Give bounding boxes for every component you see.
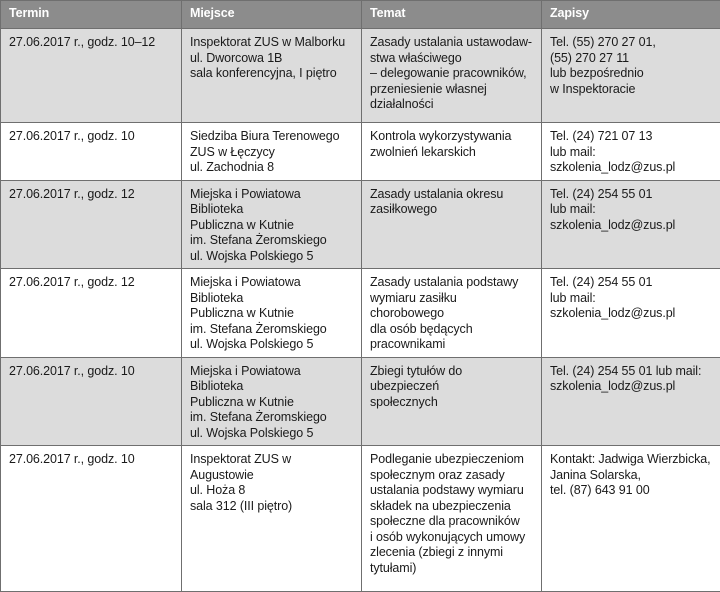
cell-temat: Zasady ustalania okresu zasiłkowego [362,180,542,269]
header-temat: Temat [362,1,542,29]
cell-temat: Zbiegi tytułów do ubezpieczeń społecznych [362,357,542,446]
cell-zapisy: Tel. (24) 254 55 01 lub mail: szkolenia_lodz@zus.pl [542,269,720,358]
cell-miejsce: Miejska i Powiatowa Biblioteka Publiczna w Kutnie im. Stefana Żeromskiego ul. Wojska Polskiego 5 [182,180,362,269]
cell-temat: Podleganie ubezpieczeniom społecznym oraz zasady ustalania podstawy wymiaru składek na ubezpieczenia społeczne dla pracowników i osób wykonujących umowy zlecenia (zbiegi z innymi tytułami) [362,446,542,592]
cell-zapisy: Tel. (24) 254 55 01 lub mail: szkolenia_lodz@zus.pl [542,357,720,446]
table-row [1,180,720,269]
cell-temat: Kontrola wykorzystywania zwolnień lekarskich [362,123,542,181]
header-zapisy: Zapisy [542,1,720,29]
header-row [1,1,720,29]
table-row [1,123,720,181]
cell-termin: 27.06.2017 r., godz. 10–12 [1,29,182,123]
cell-zapisy: Tel. (24) 721 07 13 lub mail: szkolenia_lodz@zus.pl [542,123,720,181]
table-row [1,29,720,123]
header-termin: Termin [1,1,182,29]
table-row [1,446,720,592]
cell-termin: 27.06.2017 r., godz. 12 [1,180,182,269]
cell-termin: 27.06.2017 r., godz. 12 [1,269,182,358]
cell-miejsce: Inspektorat ZUS w Augustowie ul. Hoża 8 sala 312 (III piętro) [182,446,362,592]
cell-termin: 27.06.2017 r., godz. 10 [1,123,182,181]
cell-termin: 27.06.2017 r., godz. 10 [1,446,182,592]
table-row [1,357,720,446]
cell-temat: Zasady ustalania podstawy wymiaru zasiłku chorobowego dla osób będących pracownikami [362,269,542,358]
table-body [1,29,720,592]
cell-miejsce: Inspektorat ZUS w Malborku ul. Dworcowa 1B sala konferencyjna, I piętro [182,29,362,123]
cell-zapisy: Tel. (24) 254 55 01 lub mail: szkolenia_lodz@zus.pl [542,180,720,269]
cell-termin: 27.06.2017 r., godz. 10 [1,357,182,446]
cell-miejsce: Siedziba Biura Terenowego ZUS w Łęczycy ul. Zachodnia 8 [182,123,362,181]
table-header [1,1,720,29]
cell-miejsce: Miejska i Powiatowa Biblioteka Publiczna w Kutnie im. Stefana Żeromskiego ul. Wojska Polskiego 5 [182,357,362,446]
cell-zapisy: Tel. (55) 270 27 01, (55) 270 27 11 lub bezpośrednio w Inspektoracie [542,29,720,123]
cell-temat: Zasady ustalania ustawodaw- stwa właściwego – delegowanie pracowników, przeniesienie własnej działalności [362,29,542,123]
cell-miejsce: Miejska i Powiatowa Biblioteka Publiczna w Kutnie im. Stefana Żeromskiego ul. Wojska Polskiego 5 [182,269,362,358]
header-miejsce: Miejsce [182,1,362,29]
table-row [1,269,720,358]
cell-zapisy: Kontakt: Jadwiga Wierzbicka, Janina Solarska, tel. (87) 643 91 00 [542,446,720,592]
